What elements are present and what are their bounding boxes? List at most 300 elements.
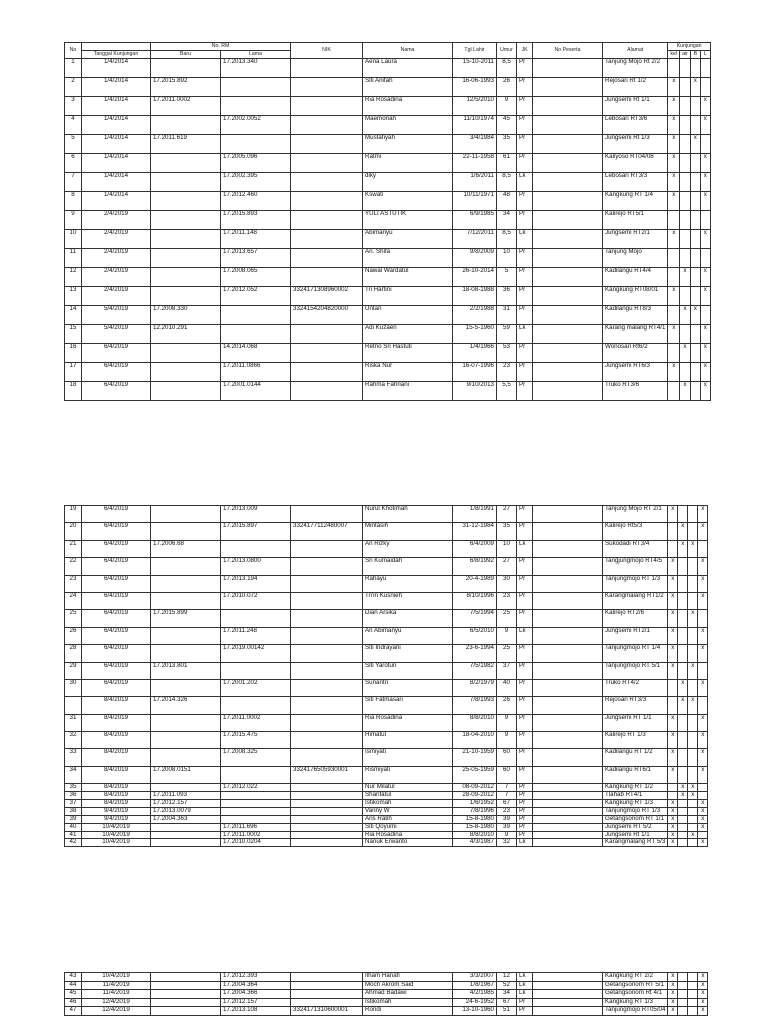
cell-umur: 10	[497, 249, 517, 268]
cell-kunjungan-1: x	[668, 823, 678, 831]
cell-jk: Pr	[517, 697, 533, 714]
cell-kunjungan-1: x	[668, 78, 680, 97]
cell-kunjungan-1	[668, 306, 680, 325]
cell-tanggal: 6/4/2019	[82, 592, 151, 609]
cell-no-peserta	[533, 831, 603, 839]
table-row	[65, 627, 708, 644]
cell-nik	[291, 268, 363, 287]
cell-no: 37	[65, 800, 82, 808]
cell-no-peserta	[533, 784, 603, 792]
cell-tgl-lahir: 15-8-1980	[453, 823, 497, 831]
table-row	[65, 344, 711, 363]
cell-rm-baru	[151, 645, 221, 662]
cell-nama: Nanuk Erwanto	[363, 839, 453, 847]
cell-rm-lama	[221, 807, 291, 815]
cell-no-peserta	[533, 800, 603, 808]
cell-nama: Mustafiyah	[363, 135, 453, 154]
cell-no-peserta	[533, 558, 603, 575]
cell-kunjungan-1: x	[668, 749, 678, 766]
cell-kunjungan-4: x	[700, 230, 710, 249]
cell-jk: Pr	[517, 506, 533, 523]
cell-no-peserta	[533, 1007, 603, 1016]
cell-rm-baru	[151, 249, 221, 268]
cell-nik	[291, 998, 363, 1007]
cell-nik	[291, 344, 363, 363]
table-row	[65, 558, 708, 575]
cell-jk: Pr	[517, 1007, 533, 1016]
cell-no-peserta	[533, 287, 603, 306]
cell-tgl-lahir: 6/8/1992	[453, 558, 497, 575]
cell-tanggal: 6/4/2019	[82, 575, 151, 592]
cell-kunjungan-4: x	[700, 287, 710, 306]
cell-kunjungan-4: x	[698, 800, 708, 808]
cell-rm-lama: 17.2011.0002	[221, 831, 291, 839]
cell-no: 25	[65, 610, 82, 627]
table-row	[65, 766, 708, 783]
cell-alamat: Lebosari RT3/3	[603, 173, 668, 192]
cell-alamat: Kalirejo RT2/6	[603, 610, 668, 627]
cell-rm-baru	[151, 173, 221, 192]
cell-jk: Lk	[517, 325, 533, 344]
cell-kunjungan-3	[690, 344, 700, 363]
cell-nik: 3324176505930001	[291, 766, 363, 783]
cell-nama: Aris Ratih	[363, 815, 453, 823]
table-row	[65, 732, 708, 749]
cell-tgl-lahir: 23-6-1994	[453, 645, 497, 662]
cell-kunjungan-3: x	[690, 135, 700, 154]
table-row	[65, 697, 708, 714]
cell-jk: Pr	[517, 766, 533, 783]
cell-nama: Nawal Wardatul	[363, 268, 453, 287]
cell-tgl-lahir: 22-11-1958	[453, 154, 497, 173]
cell-alamat: Truko RT3/6	[603, 382, 668, 401]
cell-nik	[291, 973, 363, 982]
cell-rm-baru: 17.2013.801	[151, 662, 221, 679]
table-row	[65, 839, 708, 847]
cell-tgl-lahir: 11/10/1974	[453, 116, 497, 135]
cell-kunjungan-3	[688, 981, 698, 990]
cell-tgl-lahir: 8/8/2010	[453, 831, 497, 839]
cell-no-peserta	[533, 610, 603, 627]
header-no-rm: No. RM	[151, 43, 291, 51]
cell-kunjungan-2	[678, 831, 688, 839]
cell-rm-baru	[151, 998, 221, 1007]
cell-rm-lama: 17.2012.157	[221, 998, 291, 1007]
cell-tgl-lahir: 18-08-1988	[453, 287, 497, 306]
cell-nik	[291, 382, 363, 401]
cell-no-peserta	[533, 697, 603, 714]
cell-kunjungan-1: x	[668, 627, 678, 644]
cell-umur: 25	[497, 610, 517, 627]
cell-kunjungan-4: x	[698, 732, 708, 749]
cell-alamat: Kadilangu RT6/1	[603, 766, 668, 783]
cell-rm-baru: 17.2011.619	[151, 135, 221, 154]
cell-alamat: Jungsemi RT6/3	[603, 363, 668, 382]
cell-rm-lama	[221, 135, 291, 154]
cell-rm-lama: 17.2012.022	[221, 784, 291, 792]
cell-jk: Pr	[517, 592, 533, 609]
cell-umur: 35	[497, 135, 517, 154]
cell-kunjungan-4: x	[698, 766, 708, 783]
cell-jk: Pr	[517, 97, 533, 116]
cell-alamat: Rejosari RT3/3	[603, 697, 668, 714]
cell-nama: Ria Rosadina	[363, 831, 453, 839]
cell-nik	[291, 662, 363, 679]
cell-nik	[291, 749, 363, 766]
cell-tgl-lahir: 21-10-1959	[453, 749, 497, 766]
cell-alamat: Jungsemi RT 1/1	[603, 714, 668, 731]
cell-nama: Rismiyati	[363, 766, 453, 783]
cell-rm-lama	[221, 325, 291, 344]
cell-nama: Himatul	[363, 732, 453, 749]
cell-no: 21	[65, 540, 82, 557]
cell-tgl-lahir: 18-04-2010	[453, 732, 497, 749]
cell-no-peserta	[533, 679, 603, 696]
cell-no-peserta	[533, 981, 603, 990]
table-row	[65, 662, 708, 679]
cell-umur: 67	[497, 998, 517, 1007]
cell-tanggal: 10/4/2019	[82, 973, 151, 982]
cell-tanggal: 2/4/2019	[82, 268, 151, 287]
table-row	[65, 973, 708, 982]
cell-jk: Pr	[517, 363, 533, 382]
cell-nama: An Abimanyu	[363, 627, 453, 644]
table-row	[65, 523, 708, 540]
cell-tgl-lahir: 20-4-1989	[453, 575, 497, 592]
cell-nama: Siti Fatmasari	[363, 697, 453, 714]
cell-kunjungan-3: x	[688, 831, 698, 839]
table-row	[65, 823, 708, 831]
cell-jk: Lk	[517, 981, 533, 990]
cell-jk: Pr	[517, 749, 533, 766]
cell-kunjungan-4: x	[698, 645, 708, 662]
cell-kunjungan-2	[680, 325, 691, 344]
cell-jk: Pr	[517, 249, 533, 268]
cell-kunjungan-1	[668, 59, 680, 78]
cell-no: 44	[65, 981, 82, 990]
cell-kunjungan-2	[680, 249, 691, 268]
cell-jk: Pr	[517, 575, 533, 592]
cell-no-peserta	[533, 815, 603, 823]
table-row	[65, 230, 711, 249]
cell-kunjungan-2	[678, 627, 688, 644]
cell-kunjungan-4	[700, 249, 710, 268]
cell-no: 33	[65, 749, 82, 766]
cell-kunjungan-2	[680, 154, 691, 173]
cell-tanggal: 5/4/2019	[82, 325, 151, 344]
cell-tanggal: 6/4/2019	[82, 558, 151, 575]
cell-nik	[291, 697, 363, 714]
cell-alamat: Karang malang RT4/1	[603, 325, 668, 344]
cell-tgl-lahir: 7/8/1993	[453, 697, 497, 714]
cell-tanggal: 8/4/2019	[82, 766, 151, 783]
cell-kunjungan-4: x	[698, 998, 708, 1007]
cell-tgl-lahir: 10/11/1971	[453, 192, 497, 211]
cell-alamat: Kangkung RT 1/4	[603, 192, 668, 211]
cell-nama: Untari	[363, 306, 453, 325]
cell-kunjungan-2: x	[680, 382, 691, 401]
cell-rm-lama: 17.2011.0002	[221, 714, 291, 731]
cell-rm-baru	[151, 287, 221, 306]
cell-no-peserta	[533, 268, 603, 287]
header-k3: B	[690, 51, 700, 59]
cell-tgl-lahir: 16-06-1993	[453, 78, 497, 97]
cell-kunjungan-4: x	[698, 807, 708, 815]
cell-tgl-lahir: 26-10-2014	[453, 268, 497, 287]
cell-kunjungan-2: x	[680, 344, 691, 363]
cell-alamat: Kangkung RT 1/3	[603, 800, 668, 808]
cell-rm-lama: 17.2013.340	[221, 59, 291, 78]
cell-alamat: Jungsemi Rt 1/3	[603, 135, 668, 154]
cell-alamat: Jungsemi RT 5/2	[603, 823, 668, 831]
cell-umur: 5	[497, 268, 517, 287]
cell-umur: 23	[497, 363, 517, 382]
table-row	[65, 981, 708, 990]
cell-rm-baru	[151, 679, 221, 696]
cell-no-peserta	[533, 627, 603, 644]
cell-tanggal: 6/4/2019	[82, 540, 151, 557]
cell-kunjungan-2	[678, 732, 688, 749]
cell-umur: 51	[497, 1007, 517, 1016]
header-k4: L	[700, 51, 710, 59]
cell-tanggal: 1/4/2014	[82, 59, 151, 78]
cell-rm-lama: 17.2004.366	[221, 990, 291, 999]
cell-kunjungan-3: x	[688, 662, 698, 679]
cell-nik	[291, 192, 363, 211]
cell-alamat: Tanjung Mojo RT 2/1	[603, 506, 668, 523]
table-row	[65, 592, 708, 609]
cell-kunjungan-2	[678, 998, 688, 1007]
cell-jk: Pr	[517, 268, 533, 287]
cell-rm-lama: 17.2011.248	[221, 627, 291, 644]
cell-rm-baru: 12.2010.291	[151, 325, 221, 344]
table-row	[65, 363, 711, 382]
cell-no-peserta	[533, 823, 603, 831]
cell-no: 8	[65, 192, 82, 211]
cell-kunjungan-4	[700, 306, 710, 325]
cell-kunjungan-2: x	[680, 268, 691, 287]
cell-umur: 52	[497, 981, 517, 990]
cell-alamat: Jungsemi RT2/1	[603, 627, 668, 644]
cell-rm-lama: 17.2019.00142	[221, 645, 291, 662]
cell-nama: Rahayu	[363, 575, 453, 592]
header-tgl-lahir: Tgl Lahir	[453, 43, 497, 59]
cell-tgl-lahir: 2/2/1988	[453, 306, 497, 325]
cell-alamat: Kadilangu RT 1/2	[603, 749, 668, 766]
cell-kunjungan-3	[688, 800, 698, 808]
cell-nama: Moch Akrom Said	[363, 981, 453, 990]
cell-rm-baru	[151, 268, 221, 287]
cell-no-peserta	[533, 540, 603, 557]
cell-rm-lama: 17.2015.893	[221, 211, 291, 230]
cell-rm-baru	[151, 575, 221, 592]
cell-nama: Istikomah	[363, 998, 453, 1007]
header-baru: Baru	[151, 51, 221, 59]
cell-alamat: Kaliyoso RT04/08	[603, 154, 668, 173]
cell-kunjungan-1	[668, 679, 678, 696]
table-row	[65, 325, 711, 344]
cell-no: 22	[65, 558, 82, 575]
cell-nik	[291, 78, 363, 97]
cell-rm-lama	[221, 766, 291, 783]
cell-kunjungan-4	[698, 784, 708, 792]
cell-rm-baru: 17.2008.330	[151, 306, 221, 325]
cell-tgl-lahir: 28-09-2012	[453, 792, 497, 800]
cell-nama: Siti Qoyumi	[363, 823, 453, 831]
cell-kunjungan-3	[688, 766, 698, 783]
cell-nik	[291, 575, 363, 592]
cell-jk: Lk	[517, 627, 533, 644]
cell-rm-lama: 17.2012.052	[221, 287, 291, 306]
cell-kunjungan-1: x	[668, 732, 678, 749]
cell-kunjungan-3	[688, 1007, 698, 1016]
cell-kunjungan-2: x	[678, 523, 688, 540]
cell-kunjungan-3: x	[688, 610, 698, 627]
cell-no: 19	[65, 506, 82, 523]
cell-no: 15	[65, 325, 82, 344]
cell-kunjungan-2	[680, 59, 691, 78]
table-row	[65, 506, 708, 523]
cell-kunjungan-4	[698, 662, 708, 679]
cell-alamat: Tanjungmojo RT 1/4	[603, 645, 668, 662]
cell-alamat: Kangkung RT 1/2	[603, 784, 668, 792]
table-row	[65, 714, 708, 731]
cell-tgl-lahir: 6/4/2009	[453, 540, 497, 557]
cell-tgl-lahir: 6/5/2010	[453, 627, 497, 644]
cell-jk: Pr	[517, 645, 533, 662]
cell-tanggal: 9/4/2019	[82, 807, 151, 815]
cell-nama: Vanny W	[363, 807, 453, 815]
cell-umur: 8,5	[497, 230, 517, 249]
cell-rm-lama: 17.2011.148	[221, 230, 291, 249]
header-k2: air	[680, 51, 691, 59]
cell-kunjungan-2	[678, 1007, 688, 1016]
cell-kunjungan-3	[690, 192, 700, 211]
cell-alamat: Getangsonom RT 1/1	[603, 815, 668, 823]
cell-rm-lama	[221, 792, 291, 800]
cell-nik	[291, 627, 363, 644]
cell-umur: 26	[497, 697, 517, 714]
cell-nama: An. Shifa	[363, 249, 453, 268]
cell-kunjungan-2: x	[678, 792, 688, 800]
cell-rm-lama	[221, 97, 291, 116]
cell-kunjungan-4: x	[698, 749, 708, 766]
cell-alamat: Karangmalang RT1/2	[603, 592, 668, 609]
cell-tgl-lahir: 1/8/1991	[453, 506, 497, 523]
cell-kunjungan-3	[690, 154, 700, 173]
cell-jk: Pr	[517, 306, 533, 325]
cell-alamat: Tanjungmojo RT 1/3	[603, 807, 668, 815]
cell-no: 12	[65, 268, 82, 287]
cell-nik	[291, 211, 363, 230]
cell-tanggal: 1/4/2014	[82, 192, 151, 211]
cell-kunjungan-1: x	[668, 287, 680, 306]
cell-tanggal: 6/4/2019	[82, 627, 151, 644]
cell-kunjungan-1: x	[668, 998, 678, 1007]
cell-kunjungan-3	[688, 506, 698, 523]
cell-kunjungan-1: x	[668, 645, 678, 662]
cell-no: 32	[65, 732, 82, 749]
cell-kunjungan-2	[680, 287, 691, 306]
cell-umur: 60	[497, 766, 517, 783]
table-row	[65, 78, 711, 97]
table-row	[65, 173, 711, 192]
cell-kunjungan-4: x	[700, 154, 710, 173]
cell-tanggal: 11/4/2019	[82, 981, 151, 990]
cell-kunjungan-3	[688, 558, 698, 575]
cell-no-peserta	[533, 749, 603, 766]
cell-kunjungan-3	[688, 807, 698, 815]
cell-jk: Pr	[517, 154, 533, 173]
cell-kunjungan-3	[688, 592, 698, 609]
cell-kunjungan-2	[680, 97, 691, 116]
cell-kunjungan-4: x	[698, 523, 708, 540]
cell-nik	[291, 610, 363, 627]
cell-tanggal: 8/4/2019	[82, 800, 151, 808]
cell-kunjungan-3	[688, 732, 698, 749]
cell-no: 1	[65, 59, 82, 78]
cell-umur: 27	[497, 558, 517, 575]
register-table-1	[64, 42, 711, 401]
cell-kunjungan-3	[688, 714, 698, 731]
header-tanggal-top	[82, 43, 151, 51]
cell-kunjungan-1: x	[668, 662, 678, 679]
cell-tgl-lahir: 15-8-1980	[453, 815, 497, 823]
cell-kunjungan-4: x	[700, 325, 710, 344]
cell-tgl-lahir: 7/5/1994	[453, 610, 497, 627]
table-row	[65, 192, 711, 211]
cell-kunjungan-3	[690, 97, 700, 116]
cell-rm-baru	[151, 154, 221, 173]
cell-tgl-lahir: 25-05-1959	[453, 766, 497, 783]
cell-kunjungan-4	[698, 540, 708, 557]
cell-no: 45	[65, 990, 82, 999]
table-row	[65, 382, 711, 401]
cell-rm-baru	[151, 211, 221, 230]
cell-kunjungan-4: x	[700, 97, 710, 116]
cell-jk: Lk	[517, 973, 533, 982]
cell-kunjungan-3	[688, 679, 698, 696]
cell-kunjungan-1: x	[668, 800, 678, 808]
cell-no: 42	[65, 839, 82, 847]
cell-umur: 32	[497, 839, 517, 847]
cell-no: 41	[65, 831, 82, 839]
cell-tanggal: 2/4/2019	[82, 230, 151, 249]
cell-nik	[291, 990, 363, 999]
cell-kunjungan-3	[690, 325, 700, 344]
cell-rm-lama	[221, 306, 291, 325]
cell-no-peserta	[533, 973, 603, 982]
cell-kunjungan-1: x	[668, 173, 680, 192]
cell-umur: 26	[497, 78, 517, 97]
cell-umur: 34	[497, 211, 517, 230]
cell-no: 46	[65, 998, 82, 1007]
cell-umur: 39	[497, 823, 517, 831]
cell-tgl-lahir: 6/9/1985	[453, 211, 497, 230]
cell-kunjungan-4: x	[698, 714, 708, 731]
cell-alamat: Kangkung RT 1/3	[603, 998, 668, 1007]
cell-kunjungan-4: x	[698, 981, 708, 990]
cell-tanggal: 1/4/2014	[82, 154, 151, 173]
cell-kunjungan-4: x	[698, 839, 708, 847]
cell-umur: 40	[497, 679, 517, 696]
cell-umur: 31	[497, 306, 517, 325]
header-umur: Umur	[497, 43, 517, 59]
cell-jk: Pr	[517, 610, 533, 627]
cell-kunjungan-1	[668, 382, 680, 401]
cell-kunjungan-2	[678, 800, 688, 808]
cell-tgl-lahir: 9/8/2009	[453, 249, 497, 268]
